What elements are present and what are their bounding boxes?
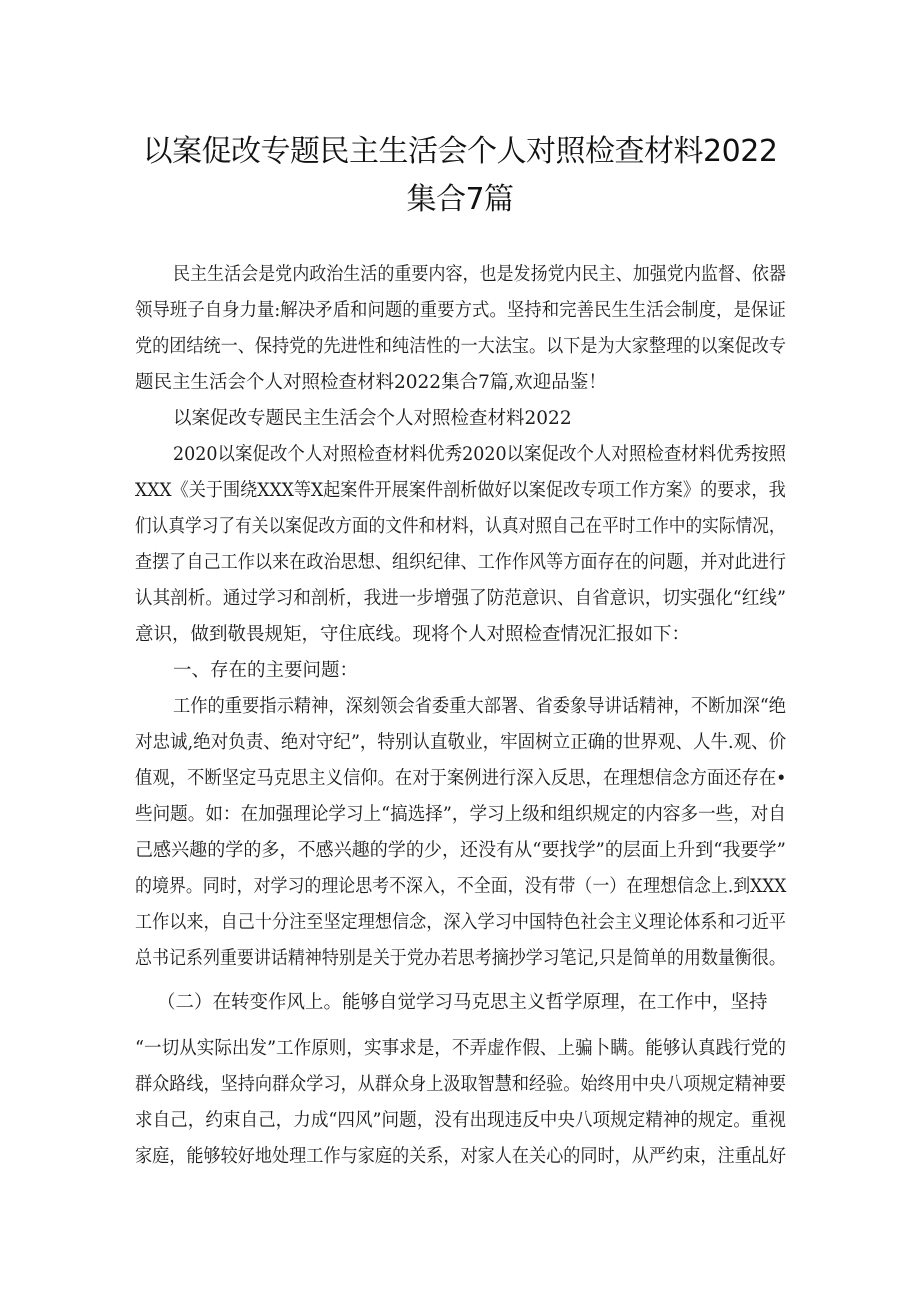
paragraph-line: 总书记系列重要讲话精神特别是关于党办若思考摘抄学习笔记,只是简单的用数量衡很。 — [135, 948, 786, 969]
paragraph-line: 的境界。同时，对学习的理论思考不深入，不全面，没有带（一）在理想信念上.到XXX — [135, 876, 787, 897]
paragraph-line: 家庭，能够较好地处理工作与家庭的关系，对家人在关心的同时，从严约束，注重乩好 — [135, 1146, 786, 1167]
paragraph-line: 群众路线，坚持向群众学习，从群众身上汲取智慧和经验。始终用中央八项规定精神要 — [135, 1074, 786, 1095]
paragraph-line: 些问题。如：在加强理论学习上“搞选择”，学习上级和组织规定的内容多一些，对自 — [135, 804, 786, 825]
paragraph-line: 己感兴趣的学的多，不感兴趣的学的少，还没有从“要找学”的层面上升到“我要学” — [135, 840, 786, 861]
paragraph-line: 求自己，约束自己，力成“四风”问题，没有出现违反中央八项规定精神的规定。重视 — [135, 1110, 786, 1131]
paragraph-line: “一切从实际出发”工作原则，实事求是，不弄虚作假、上骗卜瞒。能够认真践行党的 — [135, 1038, 786, 1059]
paragraph-line: 们认真学习了有关以案促改方面的文件和材料，认真对照自己在平时工作中的实际情况， — [135, 516, 786, 537]
paragraph-line: 领导班子自身力量:解决矛盾和问题的重要方式。坚持和完善民生生活会制度，是保证 — [135, 300, 786, 321]
paragraph-line: 党的团结统一、保持党的先进性和纯洁性的一大法宝。以下是为大家整理的以案促改专 — [135, 336, 786, 357]
paragraph-line: 认其剖析。通过学习和剖析，我进一步增强了防范意识、自省意识，切实强化“红线” — [135, 588, 786, 609]
document-title: 以案促改专题民主生活会个人对照检查材料2022集合7篇 — [142, 134, 778, 217]
paragraph-line: 查摆了自己工作以来在政治思想、组织纪律、工作作风等方面存在的问题，并对此进行 — [135, 552, 786, 573]
paragraph-line: 题民主生活会个人对照检查材料2022集合7篇,欢迎品鉴！ — [135, 372, 607, 393]
paragraph-line: XXX《关于围绕XXX等X起案件开展案件剖析做好以案促改专项工作方案》的要求，我 — [135, 480, 786, 501]
paragraph-line: 工作的重要指示精神，深刻领会省委重大部署、省委象导讲话精神，不断加深“绝 — [173, 696, 786, 717]
subsection-heading: （二）在转变作风上。能够自觉学习马克思主义哲学原理，在工作中，坚持 — [157, 992, 768, 1013]
paragraph-line: 意识，做到敬畏规矩，守住底线。现将个人对照检查情况汇报如下： — [135, 624, 691, 645]
paragraph-line: 民主生活会是党内政治生活的重要内容，也是发扬党内民主、加强党内监督、依器 — [173, 264, 787, 285]
paragraph-line: 值观，不断坚定马克思主义信仰。在对于案例进行深入反思，在理想信念方面还存在• — [135, 768, 787, 789]
paragraph-line: 工作以来，自己十分注至坚定理想信念，深入学习中国特色社会主义理论体系和刁近平 — [135, 912, 786, 933]
paragraph-line: 2020以案促改个人对照检查材料优秀2020以案促改个人对照检查材料优秀按照 — [173, 444, 787, 465]
section-heading: 一、存在的主要问题： — [173, 660, 359, 681]
paragraph-line: 对忠诚,绝对负责、绝对守纪”，特别认直敬业，牢固树立正确的世界观、人牛.观、价 — [135, 732, 787, 753]
section-heading: 以案促改专题民主生活会个人对照检查材料2022 — [173, 408, 572, 429]
